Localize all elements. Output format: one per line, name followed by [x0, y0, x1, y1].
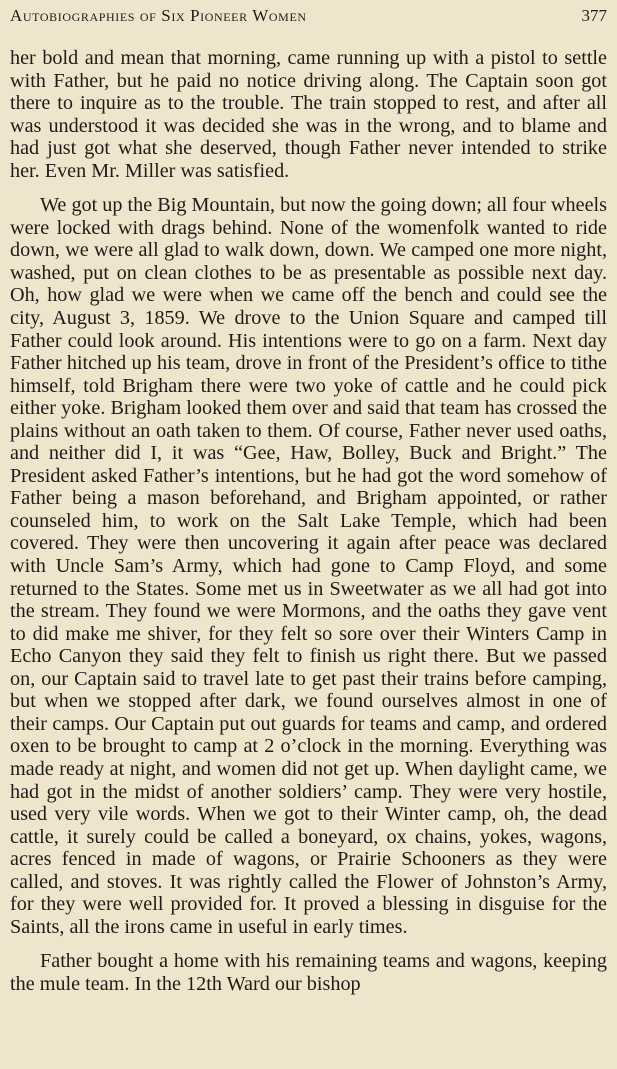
paragraph-father-bought-home: Father bought a home with his remaining teams and wagons, keeping the mule team. In the 12th Ward our bishop	[10, 950, 607, 995]
page-number: 377	[581, 6, 607, 25]
running-head-title: Autobiographies of Six Pioneer Women	[10, 6, 307, 25]
body-text	[10, 47, 607, 995]
running-head	[10, 4, 607, 30]
paragraph-big-mountain: We got up the Big Mountain, but now the going down; all four wheels were locked with drags behind. None of the womenfolk wanted to ride down, we were all glad to walk down, down. We camped one more night, washed, put on clean clothes to be as presentable as possible next day. Oh, how glad we were when we came off the bench and could see the city, August 3, 1859. We drove to the Union Square and camped till Father could look around. His intentions were to go on a farm. Next day Father hitched up his team, drove in front of the President’s office to tithe himself, told Brigham there were two yoke of cattle and he could pick either yoke. Brigham looked them over and said that team has crossed the plains without an oath taken to them. Of course, Father never used oaths, and neither did I, it was “Gee, Haw, Bolley, Buck and Bright.” The President asked Father’s intentions, but he had got the word somehow of Father being a mason beforehand, and Brigham appointed, or rather counseled him, to work on the Salt Lake Temple, which had been covered. They were then uncovering it again after peace was declared with Uncle Sam’s Army, which had gone to Camp Floyd, and some returned to the States. Some met us in Sweetwater as we all had got into the stream. They found we were Mormons, and the oaths they gave vent to did make me shiver, for they felt so sore over their Winters Camp in Echo Canyon they said they felt to finish us right there. But we passed on, our Captain said to travel late to get past their trains before camping, but when we stopped after dark, we found ourselves almost in one of their camps. Our Captain put out guards for teams and camp, and ordered oxen to be brought to camp at 2 o’clock in the morning. Everything was made ready at night, and women did not get up. When daylight came, we had got in the midst of another soldiers’ camp. They were very hostile, used very vile words. When we got to their Winter camp, oh, the dead cattle, it surely could be called a boneyard, ox chains, yokes, wagons, acres fenced in made of wagons, or Prairie Schooners as they were called, and stoves. It was rightly called the Flower of Johnston’s Army, for they were well provided for. It proved a blessing in disguise for the Saints, all the irons came in useful in early times.	[10, 194, 607, 938]
paragraph-continued: her bold and mean that morning, came running up with a pistol to settle with Father, but he paid no notice driving along. The Captain soon got there to inquire as to the trouble. The train stopped to rest, and after all was understood it was decided she was in the wrong, and to blame and had just got what she deserved, though Father never intended to strike her. Even Mr. Miller was satisfied.	[10, 47, 607, 182]
